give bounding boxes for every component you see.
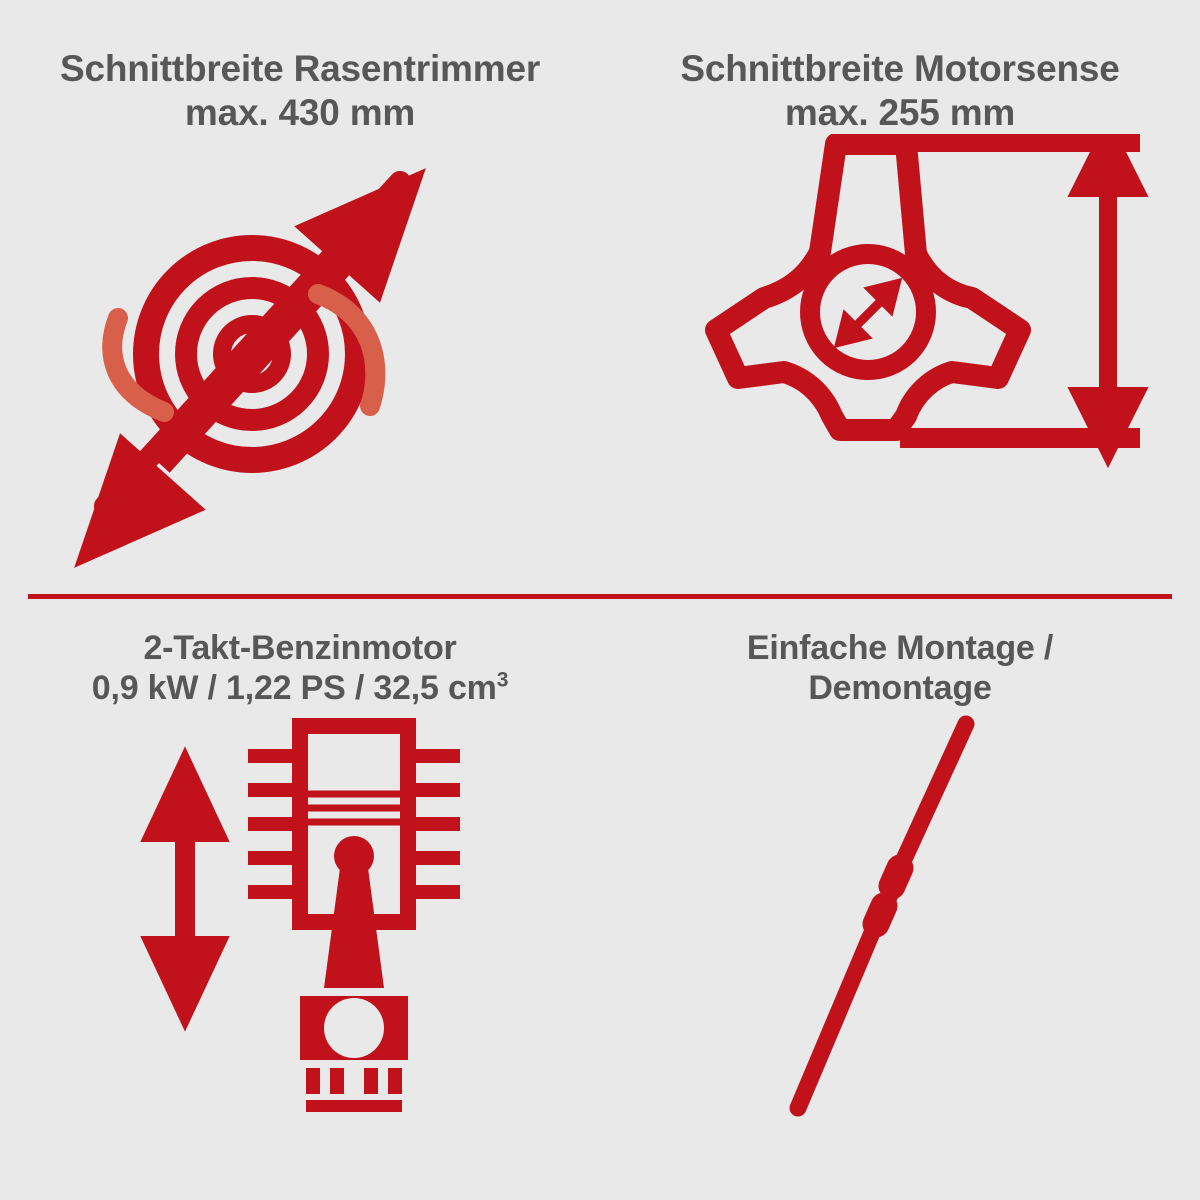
panel-title-line1: Schnittbreite Rasentrimmer xyxy=(59,48,541,89)
piston-cylinder-with-vertical-arrow-icon xyxy=(0,708,600,1200)
panel-engine xyxy=(0,600,600,1200)
panel-title-line1: Schnittbreite Motorsense xyxy=(680,48,1120,89)
divider xyxy=(28,594,1172,599)
trimmer-head-with-double-arrow-icon xyxy=(0,134,600,600)
panel-title-line1: Einfache Montage / xyxy=(746,629,1054,667)
panel-title-engine xyxy=(92,628,508,708)
panel-cutting-width-trimmer xyxy=(0,0,600,600)
panel-title-line1: 2-Takt-Benzinmotor xyxy=(143,629,457,667)
panel-title-assembly xyxy=(747,628,1053,708)
engine-spec-text: 0,9 kW / 1,22 PS / 32,5 cm xyxy=(91,669,497,708)
panel-title-line2: Demontage xyxy=(808,669,992,708)
panel-assembly xyxy=(600,600,1200,1200)
panel-title-brushcutter xyxy=(680,47,1119,134)
panel-title-line2: max. 430 mm xyxy=(184,91,416,133)
three-tooth-blade-with-dimension-arrow-icon xyxy=(600,134,1200,600)
panel-title-trimmer xyxy=(60,47,540,134)
panel-title-line2 xyxy=(92,668,508,708)
panel-cutting-width-brushcutter xyxy=(600,0,1200,600)
engine-spec-superscript: 3 xyxy=(496,668,509,692)
panel-title-line2: max. 255 mm xyxy=(784,91,1016,133)
split-shaft-icon xyxy=(600,708,1200,1200)
